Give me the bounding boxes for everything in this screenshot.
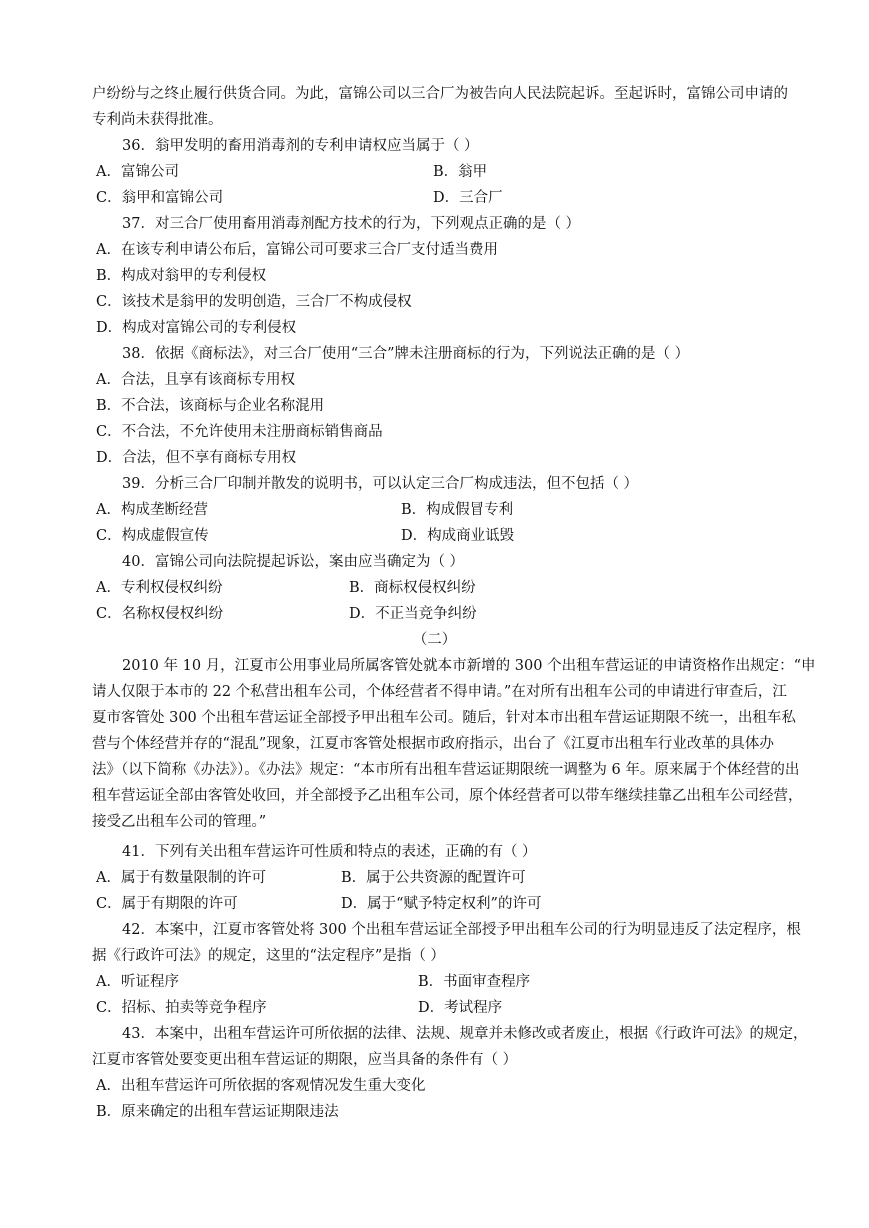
question-40-option-b: B．商标权侵权纠纷 xyxy=(349,580,476,596)
question-39-option-a: A．构成垄断经营 xyxy=(96,502,208,518)
question-39-option-c: C．构成虚假宣传 xyxy=(96,528,209,544)
section-heading: （二） xyxy=(412,632,457,648)
case-paragraph-line-4: 营与个体经营并存的“混乱”现象，江夏市客管处根据市政府指示，出台了《江夏市出租车行业改革的具体办 xyxy=(92,736,774,752)
question-37-stem: 37．对三合厂使用畜用消毒剂配方技术的行为，下列观点正确的是（ ） xyxy=(122,216,581,232)
case-paragraph-line-2: 请人仅限于本市的 22 个私营出租车公司，个体经营者不得申请。”在对所有出租车公司的申请进行审查后，江 xyxy=(92,684,787,700)
question-39-stem: 39．分析三合厂印制并散发的说明书，可以认定三合厂构成违法，但不包括（ ） xyxy=(122,476,639,492)
question-40-stem: 40．富锦公司向法院提起诉讼，案由应当确定为（ ） xyxy=(122,554,465,570)
question-42-option-c: C．招标、拍卖等竞争程序 xyxy=(96,1000,267,1016)
question-38-option-d: D．合法，但不享有商标专用权 xyxy=(96,450,297,466)
intro-line-1: 户纷纷与之终止履行供货合同。为此，富锦公司以三合厂为被告向人民法院起诉。至起诉时，富锦公司申请的 xyxy=(92,86,788,102)
question-43-option-a: A．出租车营运许可所依据的客观情况发生重大变化 xyxy=(96,1078,426,1094)
question-41-stem: 41．下列有关出租车营运许可性质和特点的表述，正确的有（ ） xyxy=(122,844,537,860)
question-37-option-d: D．构成对富锦公司的专利侵权 xyxy=(96,320,297,336)
question-41-option-d: D．属于“赋予特定权利”的许可 xyxy=(341,896,542,912)
question-42-option-b: B．书面审查程序 xyxy=(418,974,531,990)
question-41-option-c: C．属于有期限的许可 xyxy=(96,896,238,912)
question-38-option-c: C．不合法，不允许使用未注册商标销售商品 xyxy=(96,424,383,440)
question-36-option-a: A．富锦公司 xyxy=(96,164,179,180)
question-36-option-b: B．翁甲 xyxy=(433,164,488,180)
case-paragraph-line-5: 法》（以下简称《办法》）。《办法》规定：“本市所有出租车营运证期限统一调整为 6 年。原来属于个体经营的出 xyxy=(92,762,800,778)
case-paragraph-line-3: 夏市客管处 300 个出租车营运证全部授予甲出租车公司。随后，针对本市出租车营运证期限不统一，出租车私 xyxy=(92,710,796,726)
question-43-stem-line-1: 43．本案中，出租车营运许可所依据的法律、法规、规章并未修改或者废止，根据《行政许可法》的规定， xyxy=(122,1026,808,1042)
question-42-option-a: A．听证程序 xyxy=(96,974,179,990)
question-41-option-b: B．属于公共资源的配置许可 xyxy=(341,870,526,886)
case-paragraph-line-7: 接受乙出租车公司的管理。” xyxy=(92,814,267,830)
question-40-option-a: A．专利权侵权纠纷 xyxy=(96,580,223,596)
question-38-option-b: B．不合法，该商标与企业名称混用 xyxy=(96,398,325,414)
question-38-stem: 38．依据《商标法》，对三合厂使用“三合”牌未注册商标的行为，下列说法正确的是（ ） xyxy=(122,346,690,362)
question-36-stem: 36．翁甲发明的畜用消毒剂的专利申请权应当属于（ ） xyxy=(122,138,479,154)
question-42-stem-line-1: 42．本案中，江夏市客管处将 300 个出租车营运证全部授予甲出租车公司的行为明显违反了法定程序，根 xyxy=(122,922,801,938)
question-36-option-d: D．三合厂 xyxy=(433,190,503,206)
question-39-option-d: D．构成商业诋毁 xyxy=(401,528,515,544)
question-37-option-a: A．在该专利申请公布后，富锦公司可要求三合厂支付适当费用 xyxy=(96,242,498,258)
question-37-option-b: B．构成对翁甲的专利侵权 xyxy=(96,268,267,284)
question-43-option-b: B．原来确定的出租车营运证期限违法 xyxy=(96,1104,339,1120)
question-40-option-c: C．名称权侵权纠纷 xyxy=(96,606,224,622)
question-42-stem-line-2: 据《行政许可法》的规定，这里的“法定程序”是指（ ） xyxy=(92,948,445,964)
question-38-option-a: A．合法，且享有该商标专用权 xyxy=(96,372,295,388)
question-42-option-d: D．考试程序 xyxy=(418,1000,503,1016)
question-41-option-a: A．属于有数量限制的许可 xyxy=(96,870,266,886)
case-paragraph-line-6: 租车营运证全部由客管处收回，并全部授予乙出租车公司，原个体经营者可以带车继续挂靠乙出租车公司经营， xyxy=(92,788,803,804)
question-36-option-c: C．翁甲和富锦公司 xyxy=(96,190,224,206)
question-37-option-c: C．该技术是翁甲的发明创造，三合厂不构成侵权 xyxy=(96,294,412,310)
question-43-stem-line-2: 江夏市客管处要变更出租车营运证的期限，应当具备的条件有（ ） xyxy=(92,1052,518,1068)
intro-line-2: 专利尚未获得批准。 xyxy=(92,112,223,128)
question-39-option-b: B．构成假冒专利 xyxy=(401,502,514,518)
case-paragraph-line-1: 2010 年 10 月，江夏市公用事业局所属客管处就本市新增的 300 个出租车营运证的申请资格作出规定：“申 xyxy=(122,658,816,674)
question-40-option-d: D．不正当竞争纠纷 xyxy=(349,606,477,622)
